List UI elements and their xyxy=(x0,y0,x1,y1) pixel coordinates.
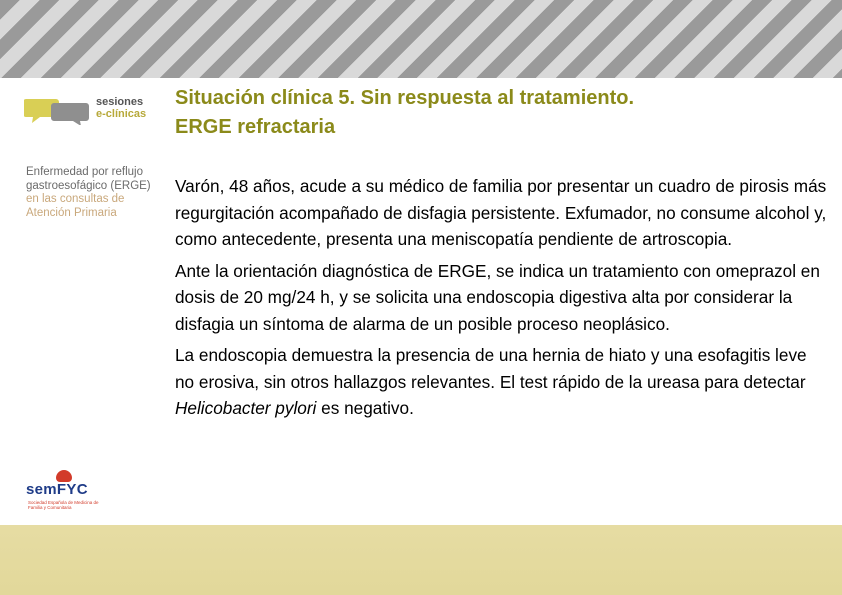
case-paragraph-3-end: es negativo. xyxy=(316,398,414,418)
slide-title xyxy=(175,84,815,142)
slide-title-line-1: Situación clínica 5. Sin respuesta al tratamiento. xyxy=(175,87,635,109)
logo-line-sesiones: sesiones xyxy=(96,96,144,108)
bacteria-name: Helicobacter pylori xyxy=(175,398,317,418)
bottom-color-band xyxy=(0,525,842,595)
series-subtitle-line-3: en las consultas de xyxy=(26,193,125,205)
case-paragraph-3 xyxy=(175,342,830,422)
logo-line-eclinicas: e-clínicas xyxy=(96,108,147,120)
speech-bubbles-icon xyxy=(24,95,92,125)
case-paragraph-1: Varón, 48 años, acude a su médico de familia por presentar un cuadro de pirosis más regurgitación acompañado de disfagia persistente. Exfumador, no consume alcohol y, como antecedente, presenta una meniscopatía pendiente de artroscopia. xyxy=(175,176,827,249)
case-paragraph-2: Ante la orientación diagnóstica de ERGE, se indica un tratamiento con omeprazol en dosis de 20 mg/24 h, y se solicita una endoscopia digestiva alta por considerar la disfagia un síntoma de alarma de un posible proceso neoplásico. xyxy=(175,260,820,334)
semfyc-tagline: Sociedad Española de Medicina de Familia y Comunitaria xyxy=(28,500,99,510)
series-subtitle-line-1: Enfermedad por reflujo xyxy=(26,166,143,178)
sesiones-eclinicas-logo xyxy=(24,93,154,127)
case-description xyxy=(175,173,830,427)
series-subtitle-line-4: Atención Primaria xyxy=(26,206,117,219)
semfyc-name: semFYC xyxy=(26,481,88,498)
series-subtitle-line-2: gastroesofágico (ERGE) xyxy=(26,179,151,192)
series-subtitle xyxy=(26,166,156,220)
top-stripe-band xyxy=(0,0,842,78)
case-paragraph-3-text: La endoscopia demuestra la presencia de una hernia de hiato y una esofagitis leve no erosiva, sin otros hallazgos relevantes. El test rápido de la ureasa para detectar xyxy=(175,345,807,392)
slide-title-line-2: ERGE refractaria xyxy=(175,116,336,138)
semfyc-logo xyxy=(26,470,116,512)
